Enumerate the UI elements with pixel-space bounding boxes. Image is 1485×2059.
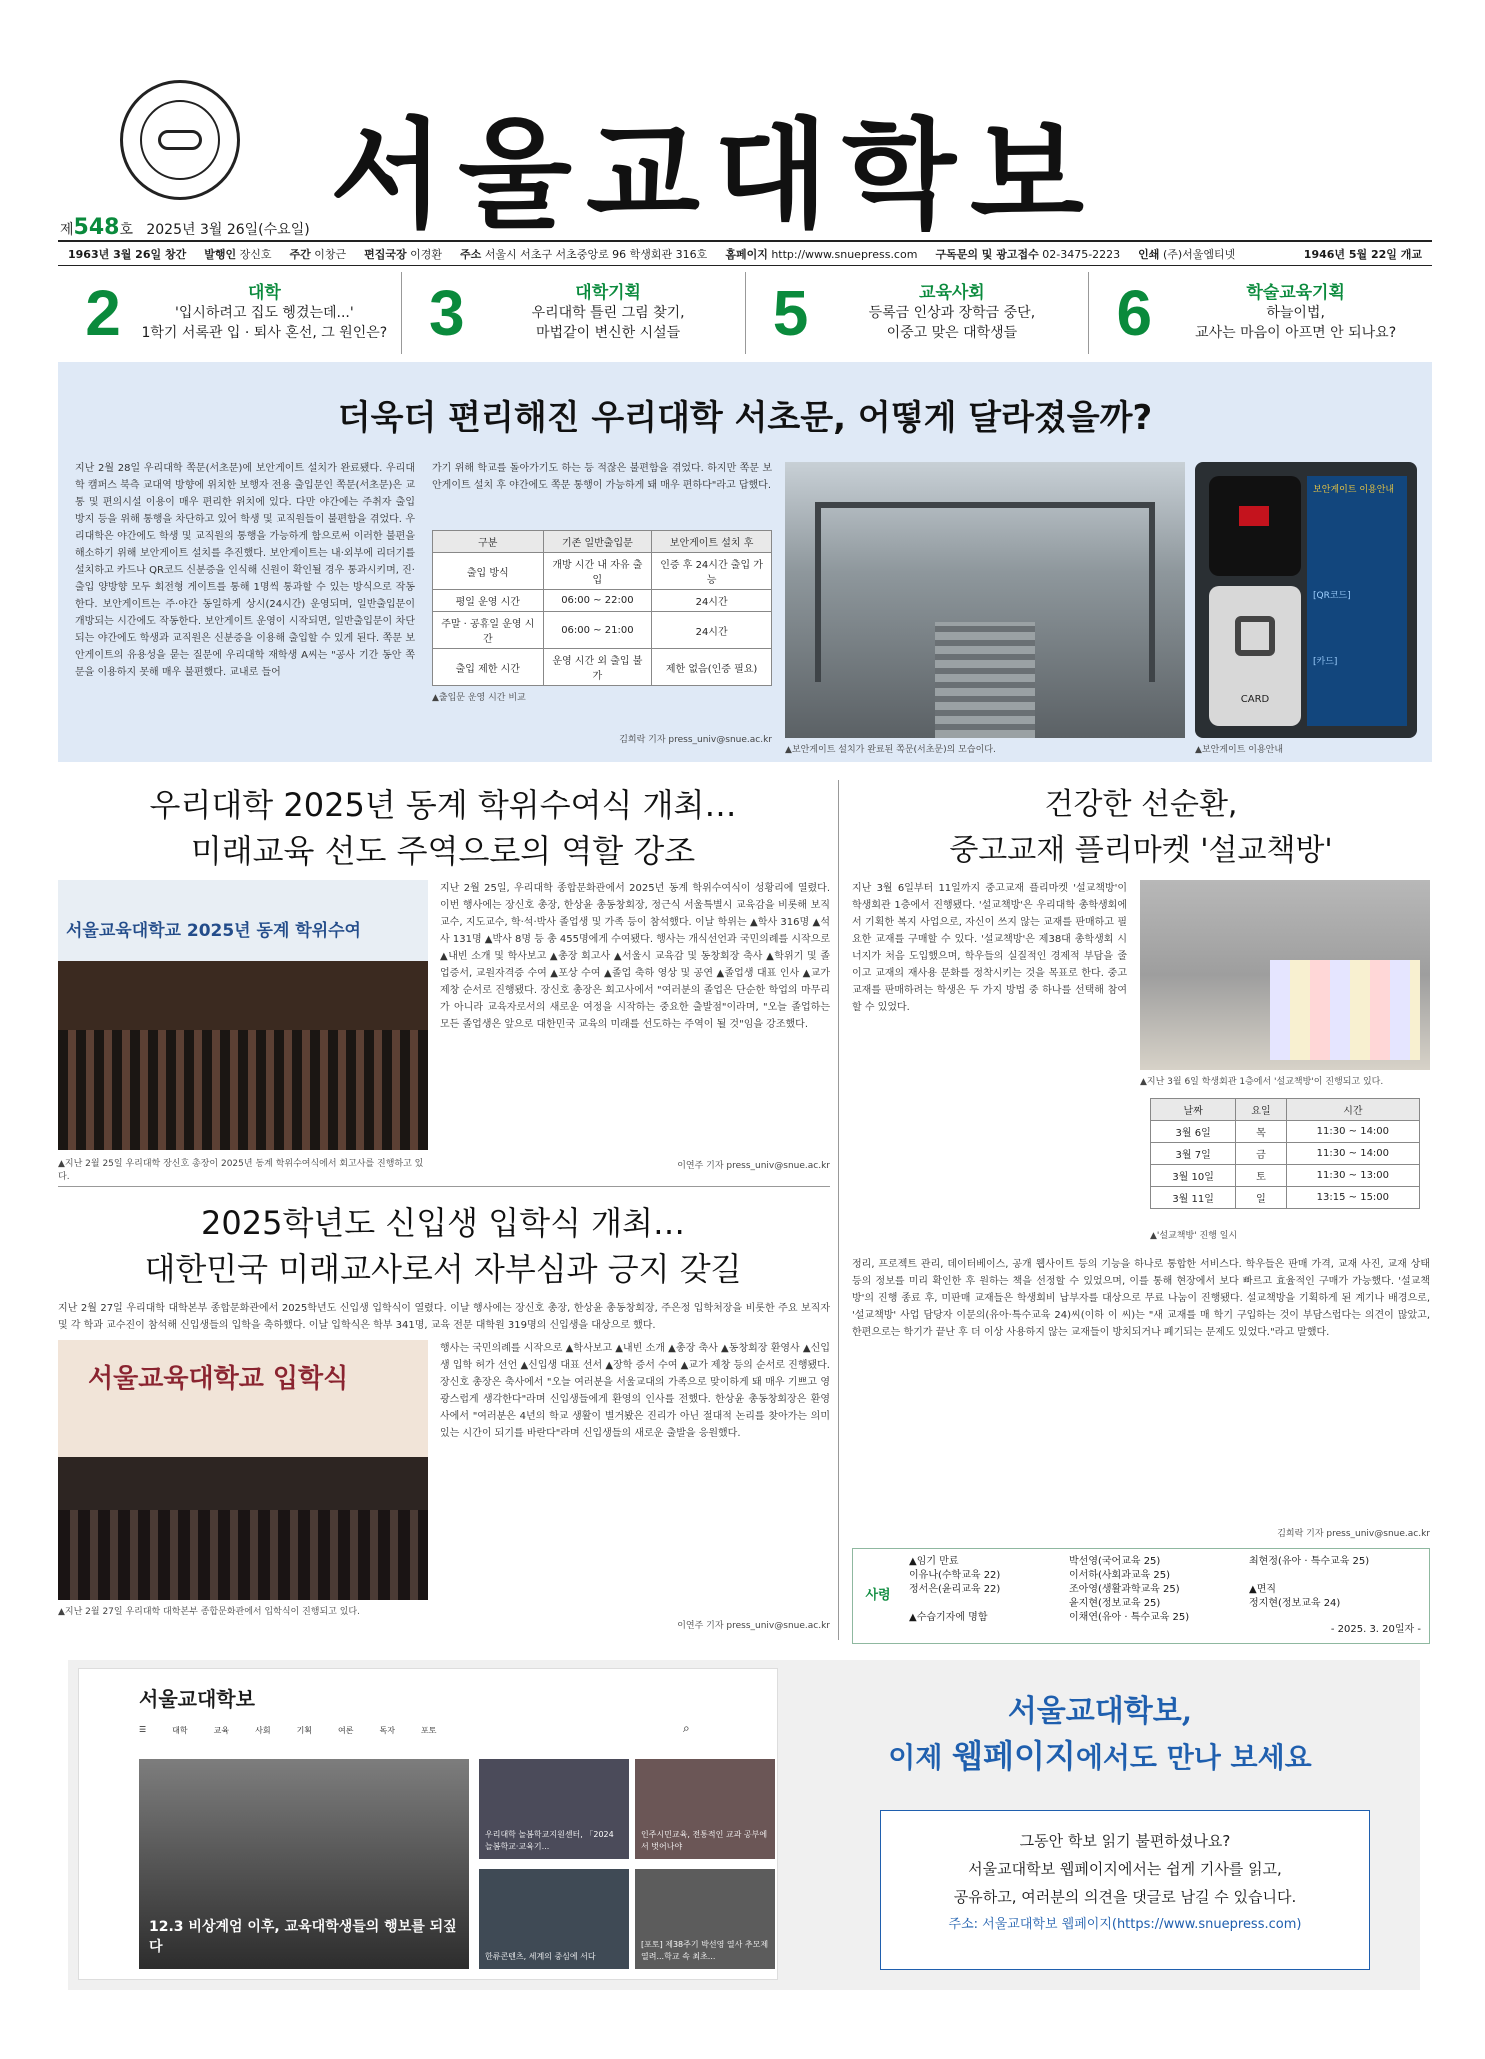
promo-address-link[interactable]: 주소: 서울교대학보 웹페이지(https://www.snuepress.com) xyxy=(948,1917,1302,1932)
address: 주소 서울시 서초구 서초중앙로 96 학생회관 316호 xyxy=(460,247,708,261)
teaser-number: 3 xyxy=(428,277,465,349)
divider xyxy=(58,1186,830,1187)
teaser-category: 대학 xyxy=(247,283,281,303)
homepage: 홈페이지 http://www.snuepress.com xyxy=(725,247,918,261)
table-row: 3월 7일 금 11:30 ~ 14:00 xyxy=(1151,1143,1420,1165)
story-card[interactable] xyxy=(635,1869,775,1969)
story-title: 한류콘텐츠, 세계의 중심에 서다 xyxy=(485,1952,596,1961)
promo-line: 공유하고, 여러분의 의견을 댓글로 남길 수 있습니다. xyxy=(953,1888,1297,1906)
nav-item[interactable]: 포토 xyxy=(420,1726,437,1735)
lead-headline: 더욱더 편리해진 우리대학 서초문, 어떻게 달라졌을까? xyxy=(337,398,1153,438)
flea-body: 지난 3월 6일부터 11일까지 중고교재 플리마켓 '설교책방'이 학생회관 1층에서 진행됐다. '설교책방'은 우리대학 총학생회에서 기획한 복지 사업으로, 자신이 쓰지 않는 교재를 판매하고 필요한 교재를 구매할 수 있다. '설교책방'은 제38대 총학생회 시너지가 처음 도입했으며, 학우들의 실질적인 경제적 부담을 줄이고 교재의 재사용 문화를 정착시키는 것을 목표로 한다. 중고 교재를 판매하려는 학생은 두 가지 방법 중 하나를 선택해 참여할 수 있었다. xyxy=(852,883,1127,1013)
website-screenshot xyxy=(78,1668,778,1980)
nav-item[interactable]: 기획 xyxy=(296,1726,313,1735)
gate-sign-caption: ▲보안게이트 이용안내 xyxy=(1195,745,1284,755)
flea-headline-line1: 건강한 선순환, xyxy=(1044,787,1238,822)
graduation-caption: ▲지난 2월 25일 우리대학 장신호 총장이 2025년 동계 학위수여식에서 회고사를 진행하고 있다. xyxy=(58,1159,424,1182)
lead-body-col2: 가기 위해 학교를 돌아가기도 하는 등 적잖은 불편함을 겪었다. 하지만 쪽문 보안게이트 설치 후 야간에도 쪽문 통행이 가능하게 돼 매우 편하다"라고 답했다. xyxy=(432,463,772,491)
editor: 주간 이창근 xyxy=(289,247,347,261)
entrance-headline xyxy=(58,1200,828,1292)
promo-line: 그동안 학보 읽기 불편하셨나요? xyxy=(1019,1832,1231,1850)
masthead-title: 서울교대학보 xyxy=(330,105,1098,244)
teaser-category: 학술교육기획 xyxy=(1246,283,1345,303)
personnel-col3: 최현정(유아 · 특수교육 25) ▲면직 정지현(정보교육 24) - 2025. 3. 20일자 - xyxy=(1249,1556,1421,1635)
section-teasers xyxy=(58,272,1432,354)
teaser-line: '입시하려고 집도 헹겼는데...' xyxy=(175,305,354,321)
opened-date: 1946년 5월 22일 개교 xyxy=(1303,247,1422,261)
issue-number: 548 xyxy=(73,215,120,240)
nav-item[interactable]: 독자 xyxy=(379,1726,395,1735)
table-row: 출입 제한 시간 운영 시간 외 출입 불가 제한 없음(인증 필요) xyxy=(433,649,772,686)
gate-sign-title: 보안게이트 이용안내 xyxy=(1313,485,1395,495)
flea-headline xyxy=(850,782,1432,874)
table-row: 출입 방식 개방 시간 내 자유 출입 인증 후 24시간 출입 가능 xyxy=(433,553,772,590)
table-row: 3월 6일 목 11:30 ~ 14:00 xyxy=(1151,1121,1420,1143)
story-title: [포토] 제38주기 박선영 열사 추모제 열려...학교 속 최초... xyxy=(641,1940,769,1961)
story-title: 인주시민교육, 전통적인 교과 공부에서 벗어나야 xyxy=(641,1830,768,1851)
personnel-box xyxy=(852,1548,1430,1644)
teaser-page-5[interactable] xyxy=(746,272,1090,354)
teaser-number: 2 xyxy=(85,277,121,349)
graduation-photo xyxy=(58,880,428,1150)
flea-photo xyxy=(1140,880,1430,1070)
printer: 인쇄 (주)서울엠티넷 xyxy=(1138,247,1236,261)
flea-schedule-caption: ▲'설교책방' 진행 일시 xyxy=(1150,1231,1238,1241)
personnel-col2: 박선영(국어교육 25) 이서하(사회과교육 25) 조아영(생활과학교육 25) 윤지현(정보교육 25) 이채연(유아 · 특수교육 25) xyxy=(1069,1556,1190,1623)
issue-suffix: 호 xyxy=(119,222,133,238)
lead-byline: 김희락 기자 press_univ@snue.ac.kr xyxy=(619,735,772,745)
issue-date: 2025년 3월 26일(수요일) xyxy=(146,222,310,238)
gate-photo xyxy=(785,462,1185,738)
teaser-page-2[interactable] xyxy=(58,272,402,354)
entrance-headline-line1: 2025학년도 신입생 입학식 개최… xyxy=(201,1204,685,1242)
teaser-page-3[interactable] xyxy=(402,272,746,354)
flea-headline-line2: 중고교재 플리마켓 '설교책방' xyxy=(949,833,1333,868)
teaser-number: 5 xyxy=(772,277,809,349)
table-row: 주말 · 공휴일 운영 시간 06:00 ~ 21:00 24시간 xyxy=(433,612,772,649)
main-story-title: 12.3 비상계엄 이후, 교육대학생들의 행보를 되짚다 xyxy=(149,1919,457,1955)
teaser-line: 마법같이 변신한 시설들 xyxy=(536,325,681,341)
menu-icon[interactable]: ☰ xyxy=(139,1725,147,1734)
column-divider xyxy=(838,780,839,1640)
nav-item[interactable]: 대학 xyxy=(172,1726,188,1735)
table-row: 평일 운영 시간 06:00 ~ 22:00 24시간 xyxy=(433,590,772,612)
story-card[interactable] xyxy=(479,1869,629,1969)
entrance-body: 행사는 국민의례를 시작으로 ▲학사보고 ▲내빈 소개 ▲총장 축사 ▲동창회장 환영사 ▲신입생 입학 허가 선언 ▲신입생 대표 선서 ▲장학 증서 수여 ▲교가 제창 등의 순서로 진행됐다. 장신호 총장은 축사에서 "오늘 여러분을 서울교대의 가족으로 맞이하게 돼 매우 기쁘고 영광스럽게 생각한다"라며 신입생들에게 환영의 인사를 전했다. 한상윤 총동창회장은 환영사에서 "여러분은 4년의 학교 생활이 별거봤은 진리가 아닌 절대적 논리를 찾아가는 의미 있는 시간이 되기를 바란다"라며 신입생들의 새로운 출발을 응원했다. xyxy=(440,1343,830,1439)
graduation-headline-line2: 미래교육 선도 주역으로의 역할 강조 xyxy=(190,832,696,870)
teaser-line: 교사는 마음이 아프면 안 되나요? xyxy=(1195,325,1397,341)
teaser-number: 6 xyxy=(1116,277,1153,349)
entrance-headline-line2: 대한민국 미래교사로서 자부심과 긍지 갖길 xyxy=(144,1250,742,1288)
personnel-date: - 2025. 3. 20일자 - xyxy=(1330,1624,1421,1635)
personnel-col1: ▲임기 만료 이유나(수학교육 22) 정서은(윤리교육 22) ▲수습기자에 명함 xyxy=(909,1556,1001,1623)
subscribe: 구독문의 및 광고접수 02-3475-2223 xyxy=(935,247,1121,261)
nav-item[interactable]: 여론 xyxy=(338,1726,354,1735)
nav-item[interactable]: 사회 xyxy=(255,1726,271,1735)
publisher: 발행인 장신호 xyxy=(204,247,272,261)
graduation-byline: 이연주 기자 press_univ@snue.ac.kr xyxy=(677,1161,830,1171)
teaser-line: 등록금 인상과 장학금 중단, xyxy=(868,305,1036,321)
teaser-line: 하늘이법, xyxy=(1266,305,1325,321)
gate-photo-caption: ▲보안게이트 설치가 완료된 쪽문(서초문)의 모습이다. xyxy=(785,745,996,755)
flea-byline: 김희락 기자 press_univ@snue.ac.kr xyxy=(1277,1529,1430,1539)
site-logo: 서울교대학보 xyxy=(139,1687,255,1711)
flea-photo-caption: ▲지난 3월 6일 학생회관 1층에서 '설교책방'이 진행되고 있다. xyxy=(1140,1077,1384,1087)
flea-schedule-table: 날짜 요일 시간 3월 6일 목 11:30 ~ 14:00 3월 7일 금 11:30 ~ 14:00 3월 10일 토 11:30 ~ 13:00 3월 11일 일 13:15 ~ 15:00 xyxy=(1150,1098,1420,1209)
flea-body-continued: 정리, 프로젝트 관리, 데이터베이스, 공개 웹사이트 등의 기능을 하나로 통합한 서비스다. 학우들은 판매 가격, 교재 사진, 교재 상태 등의 정보를 미리 확인한 후 원하는 책을 선정할 수 있었으며, 이를 통해 현장에서 보다 빠르고 효율적인 구매가 가능했다. '설교책방'의 진행 종료 후, 미판매 교재들은 학생회비 납부자를 대상으로 무료 나눔이 진행됐다. 설교책방을 기획하게 된 계기나 배경으로, '설교책방' 사업 담당자 이문의(유아·특수교육 24)씨(이하 이 씨)는 "새 교재를 매 학기 구입하는 것이 부담스럽다는 의견이 많았고, 한편으로는 학기가 끝난 후 더 이상 사용하지 않는 교재들이 방치되거나 폐기되는 문제도 있었다."라고 말했다. xyxy=(852,1259,1430,1338)
chief-editor: 편집국장 이경환 xyxy=(364,247,443,261)
graduation-headline-line1: 우리대학 2025년 동계 학위수여식 개최… xyxy=(149,786,737,824)
promo-headline xyxy=(800,1690,1400,1780)
issue-line xyxy=(60,215,310,240)
graduation-banner: 서울교육대학교 2025년 동계 학위수여 xyxy=(66,921,361,941)
promo-info-box xyxy=(880,1810,1370,1970)
main-story-card[interactable] xyxy=(139,1759,469,1969)
entrance-caption: ▲지난 2월 27일 우리대학 대학본부 종합문화관에서 입학식이 진행되고 있다. xyxy=(58,1607,360,1617)
gate-hours-table: 구분 기존 일반출입문 보안게이트 설치 후 출입 방식 개방 시간 내 자유 출입 인증 후 24시간 출입 가능 평일 운영 시간 06:00 ~ 22:00 24시간 주말 · 공휴일 운영 시간 06:00 ~ 21:00 24시간 출입 제한 시간 운영 시간 외 출입 불가 제한 없음(인증 필요) xyxy=(432,530,772,686)
table-row: 3월 11일 일 13:15 ~ 15:00 xyxy=(1151,1187,1420,1209)
publication-infobar xyxy=(58,240,1432,266)
gate-sign-qr: [QR코드] xyxy=(1313,591,1351,601)
teaser-line: 이중고 맞은 대학생들 xyxy=(886,325,1018,341)
story-title: 우리대학 놀봄학교지원센터, 「2024 늘봄학교·교육기... xyxy=(485,1830,614,1851)
entrance-lead: 지난 2월 27일 우리대학 대학본부 종합문화관에서 2025학년도 신입생 입학식이 열렸다. 이날 행사에는 장신호 총장, 한상윤 총동창회장, 주은정 입학처장을 비롯한 주요 보직자 및 각 학과 교수진이 참석해 신입생들의 입학을 축하했다. 이날 입학식은 학부 341명, 교육 전문 대학원 319명의 신입생을 대상으로 했다. xyxy=(58,1303,830,1331)
gate-sign-card: [카드] xyxy=(1313,657,1338,667)
search-icon[interactable]: ⌕ xyxy=(683,1721,690,1735)
entrance-banner: 서울교육대학교 입학식 xyxy=(88,1364,349,1394)
university-seal-logo xyxy=(120,80,240,200)
lead-body-col1: 지난 2월 28일 우리대학 쪽문(서초문)에 보안게이트 설치가 완료됐다. 우리대학 캠퍼스 북측 교대역 방향에 위치한 보행자 전용 출입문인 쪽문(서초문)은 교통 및 편의시설 이용이 매우 편리한 위치에 있다. 다만 야간에는 주취자 출입 방지 등을 위해 통행을 차단하고 있어 학생 및 교직원들이 불편함을 겪었다. 우리대학은 야간에도 학생 및 교직원의 통행을 가능하게 함으로써 이러한 불편을 해소하기 위해 보안게이트 설치를 추진했다. 보안게이트는 내·외부에 리더기를 설치하고 카드나 QR코드 신분증을 인식해 신원이 확인될 경우 통과시키며, 진·출입 양방향 모두 회전형 게이트를 통해 1명씩 통과할 수 있는 방식으로 작동한다. 보안게이트는 주·야간 동일하게 상시(24시간) 운영되며, 일반출입문이 개방되는 시간에도 작동한다. 보안게이트 운영이 시작되면, 일반출입문이 차단되는 야간에도 학생과 교직원은 신분증을 이용해 출입할 수 있게 된다. 쪽문 보안게이트의 유용성을 묻는 질문에 우리대학 재학생 A씨는 "공사 기간 동안 쪽문을 이용하지 못해 매우 불편했다. 교내로 들어 xyxy=(75,463,415,678)
entrance-byline: 이연주 기자 press_univ@snue.ac.kr xyxy=(677,1621,830,1631)
gate-sign-photo xyxy=(1195,462,1417,738)
site-nav xyxy=(139,1725,436,1736)
teaser-page-6[interactable] xyxy=(1089,272,1432,354)
card-reader-label: CARD xyxy=(1240,694,1270,705)
teaser-category: 교육사회 xyxy=(919,283,985,303)
promo-headline-line2: 이제 웹페이지에서도 만나 보세요 xyxy=(888,1737,1312,1775)
entrance-photo xyxy=(58,1340,428,1600)
nav-item[interactable]: 교육 xyxy=(213,1726,230,1735)
table-caption: ▲출입문 운영 시간 비교 xyxy=(432,693,526,703)
teaser-line: 1학기 서록관 입 · 퇴사 혼선, 그 원인은? xyxy=(141,325,388,341)
story-card[interactable] xyxy=(635,1759,775,1859)
promo-line: 서울교대학보 웹페이지에서는 쉽게 기사를 읽고, xyxy=(968,1860,1282,1878)
graduation-headline xyxy=(58,782,828,874)
graduation-body: 지난 2월 25일, 우리대학 종합문화관에서 2025년 동계 학위수여식이 성황리에 열렸다. 이번 행사에는 장신호 총장, 한상윤 총동창회장, 정근식 서울특별시 교육감을 비롯해 보직교수, 지도교수, 학·석·박사 졸업생 및 가족 등이 참석했다. 이날 학위는 ▲학사 316명 ▲석사 131명 ▲박사 8명 등 총 455명에게 수여됐다. 행사는 개식선언과 국민의례를 시작으로 ▲내빈 소개 및 학사보고 ▲총장 회고사 ▲서울시 교육감 및 동창회장 축사 ▲학위기 및 졸업증서, 교원자격증 수여 ▲포상 수여 ▲졸업 축하 영상 및 공연 ▲졸업생 대표 인사 ▲교가 제창 순서로 진행됐다. 장신호 총장은 회고사에서 "여러분의 졸업은 단순한 학업의 마무리가 아니라 교육자로서의 새로운 여정을 시작하는 중요한 출발점"이라며, "오늘 졸업하는 모든 졸업생은 앞으로 대한민국 교육의 미래를 선도하는 주역이 될 것"임을 강조했다. xyxy=(440,883,830,1030)
promo-headline-line1: 서울교대학보, xyxy=(1007,1694,1193,1729)
teaser-line: 우리대학 틀린 그림 찾기, xyxy=(531,305,685,321)
teaser-category: 대학기획 xyxy=(575,283,641,303)
story-card[interactable] xyxy=(479,1759,629,1859)
personnel-label: 사령 xyxy=(865,1588,891,1603)
table-row: 3월 10일 토 11:30 ~ 13:00 xyxy=(1151,1165,1420,1187)
issue-label: 제 xyxy=(60,222,74,238)
founded-date: 1963년 3월 26일 창간 xyxy=(68,247,187,261)
